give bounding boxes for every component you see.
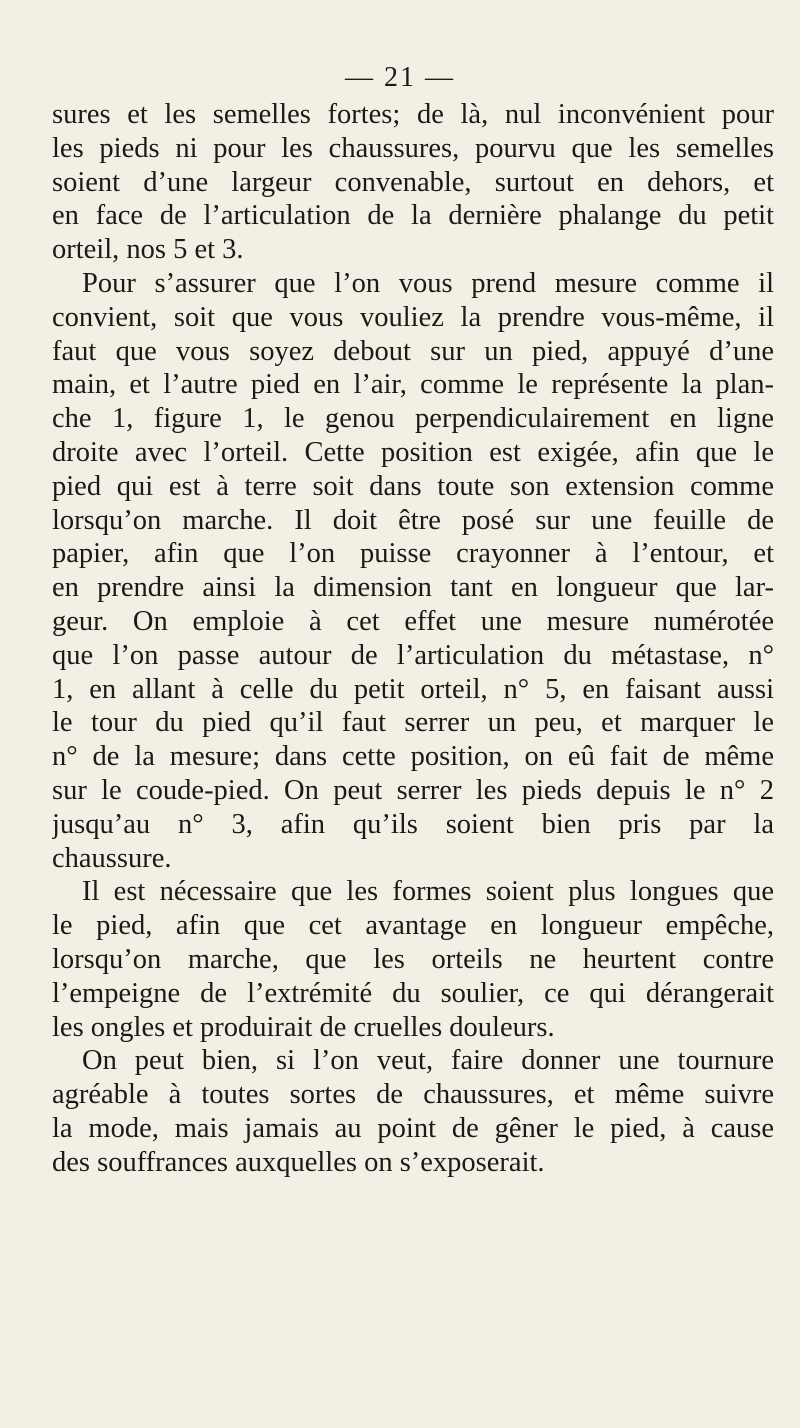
text-line: sur le coude-pied. On peut serrer les pieds depuis le n° 2 <box>52 774 774 806</box>
text-line: main, et l’autre pied en l’air, comme le représente la plan- <box>52 369 774 401</box>
text-line: lorsqu’on marche, que les orteils ne heurtent contre <box>52 943 774 975</box>
text-line: lorsqu’on marche. Il doit être posé sur une feuille de <box>52 504 774 536</box>
text-line: faut que vous soyez debout sur un pied, appuyé d’une <box>52 335 774 367</box>
text-line: en prendre ainsi la dimension tant en longueur que lar- <box>52 572 774 604</box>
text-line: che 1, figure 1, le genou perpendiculairement en ligne <box>52 403 774 435</box>
text-line: agréable à toutes sortes de chaussures, et même suivre <box>52 1079 774 1111</box>
text-line: chaussure. <box>52 842 172 874</box>
text-line: le pied, afin que cet avantage en longueur empêche, <box>52 910 774 942</box>
text-line: pied qui est à terre soit dans toute son extension comme <box>52 470 774 502</box>
text-line: Il est nécessaire que les formes soient plus longues que <box>82 876 774 908</box>
text-line: l’empeigne de l’extrémité du soulier, ce qui dérangerait <box>52 977 774 1009</box>
text-line: le tour du pied qu’il faut serrer un peu, et marquer le <box>52 707 774 739</box>
text-line: orteil, nos 5 et 3. <box>52 234 244 266</box>
text-line: que l’on passe autour de l’articulation du métastase, n° <box>52 639 774 671</box>
text-line: geur. On emploie à cet effet une mesure numérotée <box>52 605 774 637</box>
body-text <box>52 98 774 1180</box>
page-number: — 21 — <box>345 62 455 93</box>
text-line: des souffrances auxquelles on s’exposerait. <box>52 1146 545 1178</box>
text-line: Pour s’assurer que l’on vous prend mesure comme il <box>82 267 774 299</box>
text-line: droite avec l’orteil. Cette position est exigée, afin que le <box>52 436 774 468</box>
text-line: On peut bien, si l’on veut, faire donner une tournure <box>82 1045 774 1077</box>
text-line: papier, afin que l’on puisse crayonner à l’entour, et <box>52 538 774 570</box>
text-line: les pieds ni pour les chaussures, pourvu que les semelles <box>52 132 774 164</box>
text-line: les ongles et produirait de cruelles douleurs. <box>52 1011 555 1043</box>
text-line: jusqu’au n° 3, afin qu’ils soient bien pris par la <box>52 808 774 840</box>
text-line: en face de l’articulation de la dernière phalange du petit <box>52 200 774 232</box>
text-line: la mode, mais jamais au point de gêner le pied, à cause <box>52 1112 774 1144</box>
text-line: sures et les semelles fortes; de là, nul inconvénient pour <box>52 99 774 130</box>
text-line: 1, en allant à celle du petit orteil, n° 5, en faisant aussi <box>52 673 774 705</box>
text-line: n° de la mesure; dans cette position, on eû fait de même <box>52 741 774 773</box>
text-line: convient, soit que vous vouliez la prendre vous-même, il <box>52 301 774 333</box>
text-line: soient d’une largeur convenable, surtout en dehors, et <box>52 166 774 198</box>
